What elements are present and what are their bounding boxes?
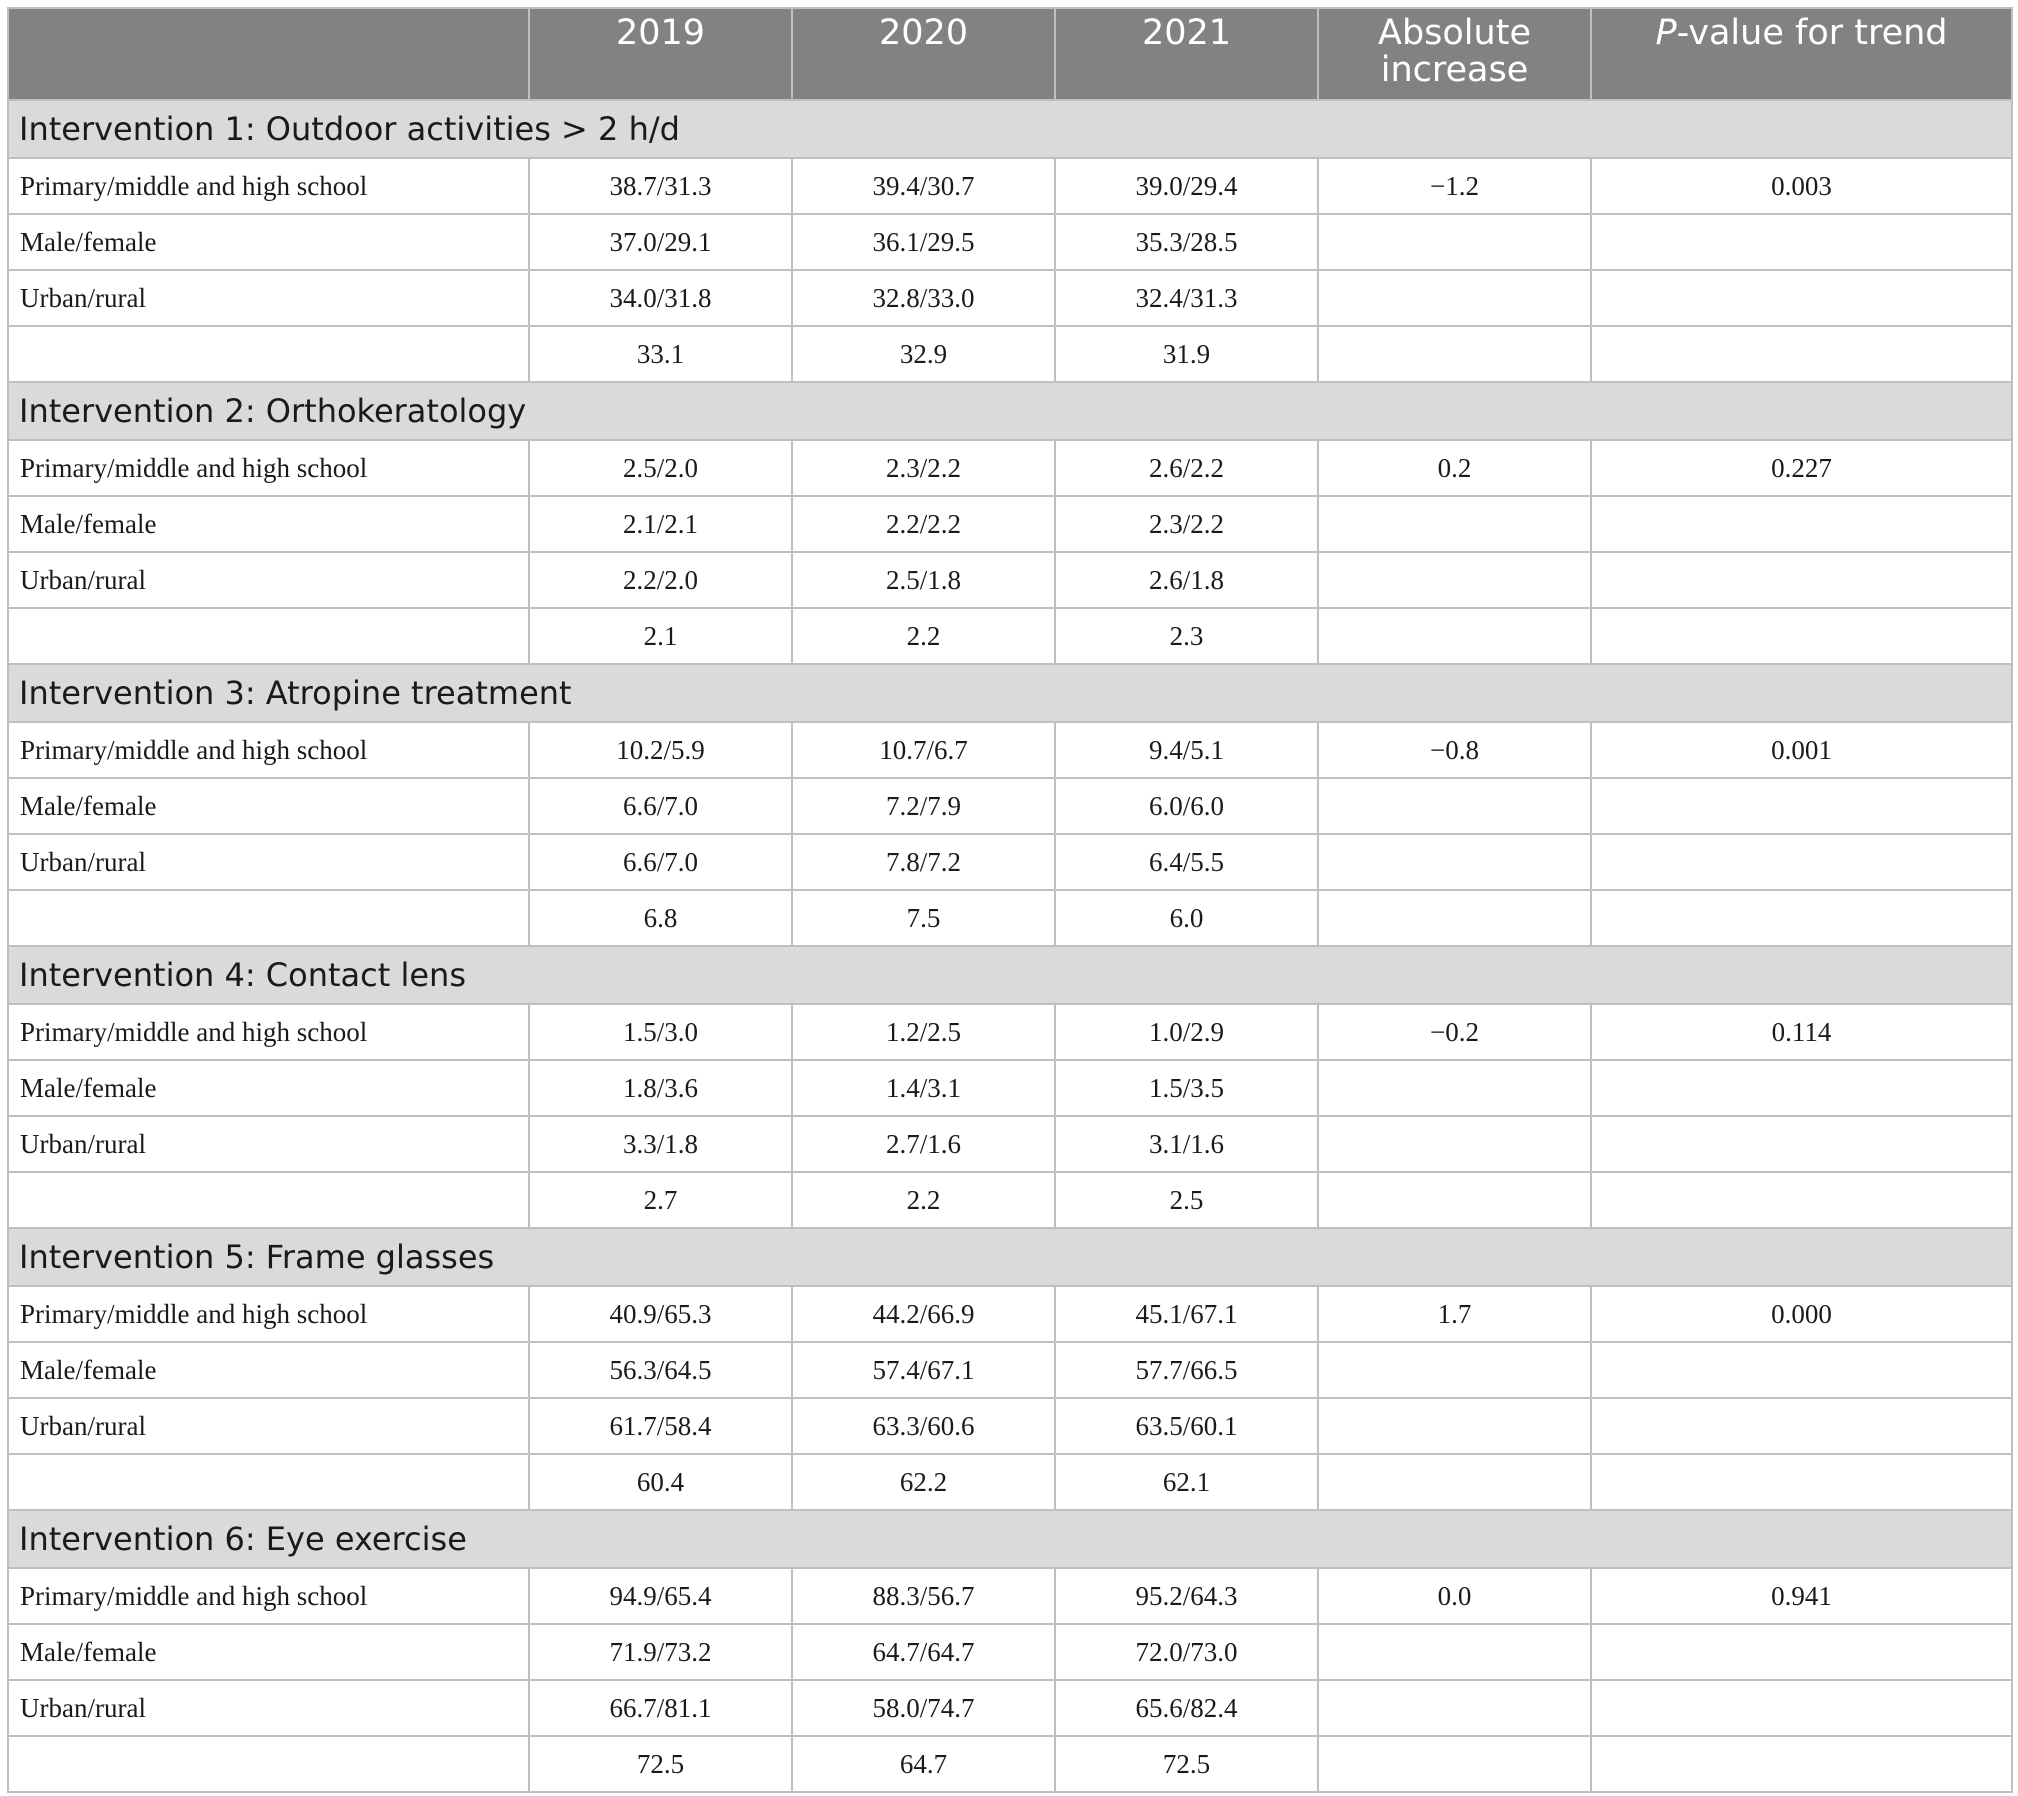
cell-2019: 40.9/65.3	[529, 1286, 792, 1342]
row-label: Male/female	[8, 496, 529, 552]
cell-2019: 3.3/1.8	[529, 1116, 792, 1172]
cell-absolute-increase	[1318, 1060, 1591, 1116]
header-p-rest: -value for trend	[1676, 13, 1948, 53]
cell-p-value	[1591, 326, 2012, 382]
cell-2019: 72.5	[529, 1736, 792, 1792]
section-title: Intervention 1: Outdoor activities > 2 h/d	[8, 100, 2012, 158]
cell-2019: 34.0/31.8	[529, 270, 792, 326]
cell-2020: 7.2/7.9	[792, 778, 1055, 834]
cell-2019: 94.9/65.4	[529, 1568, 792, 1624]
cell-2021: 32.4/31.3	[1055, 270, 1318, 326]
cell-2020: 2.2/2.2	[792, 496, 1055, 552]
cell-2019: 38.7/31.3	[529, 158, 792, 214]
cell-absolute-increase	[1318, 326, 1591, 382]
cell-2020: 64.7/64.7	[792, 1624, 1055, 1680]
row-label: Male/female	[8, 778, 529, 834]
cell-p-value	[1591, 214, 2012, 270]
table-row	[8, 1680, 2012, 1736]
cell-p-value: 0.227	[1591, 440, 2012, 496]
cell-2019: 2.2/2.0	[529, 552, 792, 608]
table-row	[8, 890, 2012, 946]
cell-2021: 9.4/5.1	[1055, 722, 1318, 778]
cell-2019: 6.6/7.0	[529, 778, 792, 834]
cell-absolute-increase: −0.2	[1318, 1004, 1591, 1060]
cell-2020: 44.2/66.9	[792, 1286, 1055, 1342]
table-row	[8, 1172, 2012, 1228]
cell-2021: 72.0/73.0	[1055, 1624, 1318, 1680]
table-row	[8, 1004, 2012, 1060]
cell-2021: 72.5	[1055, 1736, 1318, 1792]
header-p-italic: P	[1655, 13, 1677, 53]
cell-2020: 2.2	[792, 608, 1055, 664]
table-row	[8, 440, 2012, 496]
cell-2019: 10.2/5.9	[529, 722, 792, 778]
cell-p-value	[1591, 1680, 2012, 1736]
cell-2019: 2.5/2.0	[529, 440, 792, 496]
cell-2020: 32.9	[792, 326, 1055, 382]
cell-absolute-increase	[1318, 496, 1591, 552]
cell-2019: 61.7/58.4	[529, 1398, 792, 1454]
cell-2019: 6.6/7.0	[529, 834, 792, 890]
cell-p-value	[1591, 1736, 2012, 1792]
cell-2021: 35.3/28.5	[1055, 214, 1318, 270]
cell-absolute-increase	[1318, 778, 1591, 834]
section-header-row	[8, 382, 2012, 440]
row-label: Urban/rural	[8, 270, 529, 326]
section-title: Intervention 5: Frame glasses	[8, 1228, 2012, 1286]
table-row	[8, 608, 2012, 664]
section-title: Intervention 3: Atropine treatment	[8, 664, 2012, 722]
cell-2020: 2.3/2.2	[792, 440, 1055, 496]
cell-2020: 2.2	[792, 1172, 1055, 1228]
table-row	[8, 270, 2012, 326]
cell-2021: 2.6/1.8	[1055, 552, 1318, 608]
header-blank	[8, 8, 529, 100]
table-container	[7, 7, 2013, 1793]
cell-p-value	[1591, 1342, 2012, 1398]
row-label	[8, 1172, 529, 1228]
cell-2021: 2.5	[1055, 1172, 1318, 1228]
row-label: Urban/rural	[8, 834, 529, 890]
cell-p-value	[1591, 778, 2012, 834]
cell-p-value	[1591, 1398, 2012, 1454]
cell-absolute-increase: 1.7	[1318, 1286, 1591, 1342]
cell-absolute-increase	[1318, 1342, 1591, 1398]
cell-absolute-increase: 0.2	[1318, 440, 1591, 496]
table-row	[8, 1736, 2012, 1792]
cell-2021: 3.1/1.6	[1055, 1116, 1318, 1172]
row-label: Primary/middle and high school	[8, 722, 529, 778]
table-row	[8, 214, 2012, 270]
cell-2019: 1.8/3.6	[529, 1060, 792, 1116]
cell-p-value: 0.941	[1591, 1568, 2012, 1624]
table-row	[8, 778, 2012, 834]
cell-absolute-increase	[1318, 608, 1591, 664]
cell-2020: 39.4/30.7	[792, 158, 1055, 214]
header-row	[8, 8, 2012, 100]
row-label: Urban/rural	[8, 1680, 529, 1736]
cell-p-value	[1591, 890, 2012, 946]
cell-2021: 1.5/3.5	[1055, 1060, 1318, 1116]
cell-2019: 71.9/73.2	[529, 1624, 792, 1680]
cell-2019: 66.7/81.1	[529, 1680, 792, 1736]
row-label	[8, 1736, 529, 1792]
cell-2020: 64.7	[792, 1736, 1055, 1792]
row-label: Urban/rural	[8, 1398, 529, 1454]
cell-2019: 2.7	[529, 1172, 792, 1228]
section-title: Intervention 4: Contact lens	[8, 946, 2012, 1004]
cell-p-value	[1591, 1454, 2012, 1510]
cell-absolute-increase	[1318, 214, 1591, 270]
cell-2020: 58.0/74.7	[792, 1680, 1055, 1736]
table-row	[8, 1060, 2012, 1116]
cell-absolute-increase	[1318, 834, 1591, 890]
cell-p-value	[1591, 1624, 2012, 1680]
table-row	[8, 1624, 2012, 1680]
row-label: Urban/rural	[8, 552, 529, 608]
cell-absolute-increase	[1318, 1680, 1591, 1736]
cell-2020: 2.7/1.6	[792, 1116, 1055, 1172]
cell-2021: 2.6/2.2	[1055, 440, 1318, 496]
cell-2021: 39.0/29.4	[1055, 158, 1318, 214]
cell-2021: 6.4/5.5	[1055, 834, 1318, 890]
row-label	[8, 326, 529, 382]
section-title: Intervention 6: Eye exercise	[8, 1510, 2012, 1568]
table-row	[8, 496, 2012, 552]
section-header-row	[8, 946, 2012, 1004]
cell-2021: 45.1/67.1	[1055, 1286, 1318, 1342]
header-2020: 2020	[792, 8, 1055, 100]
cell-absolute-increase	[1318, 1624, 1591, 1680]
cell-absolute-increase	[1318, 270, 1591, 326]
cell-p-value	[1591, 552, 2012, 608]
cell-2021: 6.0/6.0	[1055, 778, 1318, 834]
cell-2020: 7.5	[792, 890, 1055, 946]
cell-2019: 2.1	[529, 608, 792, 664]
row-label: Primary/middle and high school	[8, 1568, 529, 1624]
cell-2020: 36.1/29.5	[792, 214, 1055, 270]
cell-p-value	[1591, 834, 2012, 890]
cell-2020: 32.8/33.0	[792, 270, 1055, 326]
cell-absolute-increase	[1318, 1736, 1591, 1792]
table-row	[8, 1342, 2012, 1398]
cell-absolute-increase	[1318, 890, 1591, 946]
table-row	[8, 326, 2012, 382]
table-row	[8, 1286, 2012, 1342]
cell-absolute-increase	[1318, 552, 1591, 608]
cell-2021: 2.3	[1055, 608, 1318, 664]
table-row	[8, 158, 2012, 214]
table-row	[8, 1454, 2012, 1510]
cell-2021: 63.5/60.1	[1055, 1398, 1318, 1454]
cell-p-value: 0.000	[1591, 1286, 2012, 1342]
row-label: Primary/middle and high school	[8, 1286, 529, 1342]
cell-2019: 60.4	[529, 1454, 792, 1510]
cell-2020: 62.2	[792, 1454, 1055, 1510]
section-header-row	[8, 1510, 2012, 1568]
row-label: Male/female	[8, 1342, 529, 1398]
cell-2020: 2.5/1.8	[792, 552, 1055, 608]
cell-2020: 88.3/56.7	[792, 1568, 1055, 1624]
section-header-row	[8, 664, 2012, 722]
cell-p-value	[1591, 1172, 2012, 1228]
table-row	[8, 722, 2012, 778]
cell-2019: 56.3/64.5	[529, 1342, 792, 1398]
row-label: Primary/middle and high school	[8, 158, 529, 214]
cell-2020: 7.8/7.2	[792, 834, 1055, 890]
cell-p-value: 0.114	[1591, 1004, 2012, 1060]
section-header-row	[8, 100, 2012, 158]
cell-2021: 57.7/66.5	[1055, 1342, 1318, 1398]
table-row	[8, 552, 2012, 608]
row-label: Male/female	[8, 1624, 529, 1680]
cell-absolute-increase: 0.0	[1318, 1568, 1591, 1624]
cell-2019: 2.1/2.1	[529, 496, 792, 552]
cell-2020: 57.4/67.1	[792, 1342, 1055, 1398]
row-label: Primary/middle and high school	[8, 440, 529, 496]
cell-p-value: 0.001	[1591, 722, 2012, 778]
cell-2019: 33.1	[529, 326, 792, 382]
row-label	[8, 890, 529, 946]
cell-2021: 2.3/2.2	[1055, 496, 1318, 552]
cell-p-value	[1591, 1060, 2012, 1116]
cell-p-value: 0.003	[1591, 158, 2012, 214]
table-row	[8, 1398, 2012, 1454]
row-label: Male/female	[8, 214, 529, 270]
row-label: Urban/rural	[8, 1116, 529, 1172]
cell-p-value	[1591, 270, 2012, 326]
header-absolute-increase: Absolute increase	[1318, 8, 1591, 100]
row-label	[8, 1454, 529, 1510]
cell-absolute-increase: −1.2	[1318, 158, 1591, 214]
cell-p-value	[1591, 1116, 2012, 1172]
cell-2020: 1.4/3.1	[792, 1060, 1055, 1116]
header-2019: 2019	[529, 8, 792, 100]
cell-absolute-increase	[1318, 1172, 1591, 1228]
cell-absolute-increase	[1318, 1398, 1591, 1454]
cell-2021: 1.0/2.9	[1055, 1004, 1318, 1060]
row-label: Male/female	[8, 1060, 529, 1116]
data-table	[7, 7, 2013, 1793]
cell-2019: 1.5/3.0	[529, 1004, 792, 1060]
cell-absolute-increase	[1318, 1454, 1591, 1510]
header-p-value	[1591, 8, 2012, 100]
cell-absolute-increase: −0.8	[1318, 722, 1591, 778]
cell-2021: 95.2/64.3	[1055, 1568, 1318, 1624]
cell-2021: 65.6/82.4	[1055, 1680, 1318, 1736]
cell-p-value	[1591, 496, 2012, 552]
table-row	[8, 1568, 2012, 1624]
cell-2020: 1.2/2.5	[792, 1004, 1055, 1060]
cell-2021: 62.1	[1055, 1454, 1318, 1510]
cell-2021: 6.0	[1055, 890, 1318, 946]
table-row	[8, 834, 2012, 890]
section-title: Intervention 2: Orthokeratology	[8, 382, 2012, 440]
cell-2019: 6.8	[529, 890, 792, 946]
section-header-row	[8, 1228, 2012, 1286]
cell-2021: 31.9	[1055, 326, 1318, 382]
header-2021: 2021	[1055, 8, 1318, 100]
cell-2020: 63.3/60.6	[792, 1398, 1055, 1454]
table-row	[8, 1116, 2012, 1172]
row-label	[8, 608, 529, 664]
cell-p-value	[1591, 608, 2012, 664]
row-label: Primary/middle and high school	[8, 1004, 529, 1060]
cell-2020: 10.7/6.7	[792, 722, 1055, 778]
cell-2019: 37.0/29.1	[529, 214, 792, 270]
cell-absolute-increase	[1318, 1116, 1591, 1172]
